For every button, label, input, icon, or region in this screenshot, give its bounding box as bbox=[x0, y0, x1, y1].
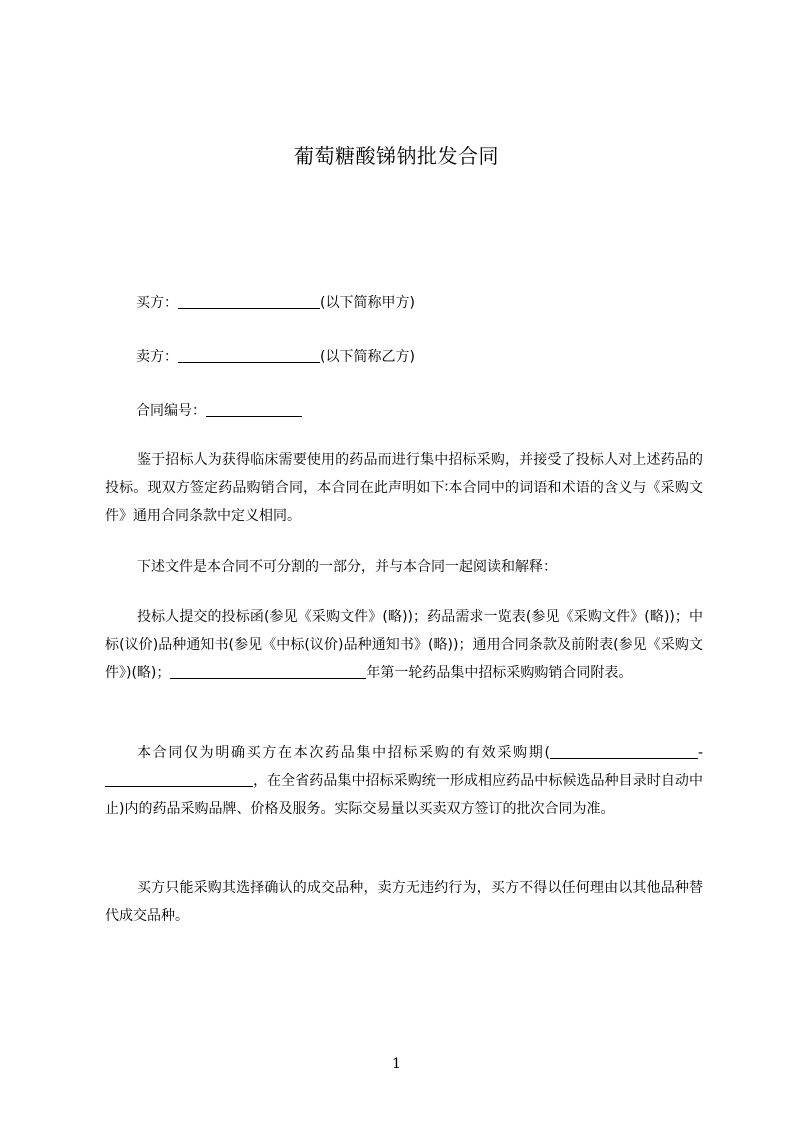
period-end-blank bbox=[105, 772, 253, 787]
purchase-period-text: 本合同仅为明确买方在本次药品集中招标采购的有效采购期( bbox=[137, 745, 550, 761]
period-start-blank bbox=[550, 744, 688, 759]
purchase-period-tail: ，在全省药品集中招标采购统一形成相应药品中标候选品种目录时自动中止)内的药品采购品牌、价格及服务。实际交易量以买卖双方签订的批次合同为准。 bbox=[105, 773, 703, 817]
contract-no-line bbox=[136, 400, 302, 420]
documents-list-text: 投标人提交的投标函(参见《采购文件》(略))；药品需求一览表(参见《采购文件》(略))；中标(议价)品种通知书(参见《中标(议价)品种通知书》(略))；通用合同条款及前附表(参见《采购文件》)(略)； bbox=[105, 609, 703, 681]
buyer-blank bbox=[178, 294, 320, 309]
buyer-line bbox=[136, 292, 415, 312]
paragraph-purchase-period bbox=[105, 739, 703, 823]
paragraph-documents-list bbox=[105, 603, 703, 687]
year-blank bbox=[170, 664, 366, 679]
paragraph-documents-intro: 下述文件是本合同不可分割的一部分，并与本合同一起阅读和解释： bbox=[137, 559, 557, 575]
seller-blank bbox=[178, 348, 320, 363]
paragraph-substitution: 买方只能采购其选择确认的成交品种，卖方无违约行为，买方不得以任何理由以其他品种替代成交品种。 bbox=[105, 880, 703, 924]
buyer-suffix: (以下简称甲方) bbox=[320, 295, 415, 311]
period-dash: - bbox=[697, 745, 703, 761]
contract-no-blank bbox=[206, 402, 302, 417]
seller-label: 卖方： bbox=[136, 349, 178, 365]
period-start-blank-cont bbox=[688, 744, 698, 759]
document-title: 葡萄糖酸锑钠批发合同 bbox=[294, 144, 499, 168]
page-number: 1 bbox=[392, 1056, 401, 1072]
contract-no-label: 合同编号： bbox=[136, 403, 206, 419]
paragraph-recital: 鉴于招标人为获得临床需要使用的药品而进行集中招标采购，并接受了投标人对上述药品的投标。现双方签定药品购销合同，本合同在此声明如下∶本合同中的词语和术语的含义与《采购文件》通用合同条款中定义相同。 bbox=[105, 452, 703, 524]
seller-line bbox=[136, 346, 415, 366]
buyer-label: 买方： bbox=[136, 295, 178, 311]
seller-suffix: (以下简称乙方) bbox=[320, 349, 415, 365]
documents-list-tail: 年第一轮药品集中招标采购购销合同附表。 bbox=[366, 665, 633, 681]
